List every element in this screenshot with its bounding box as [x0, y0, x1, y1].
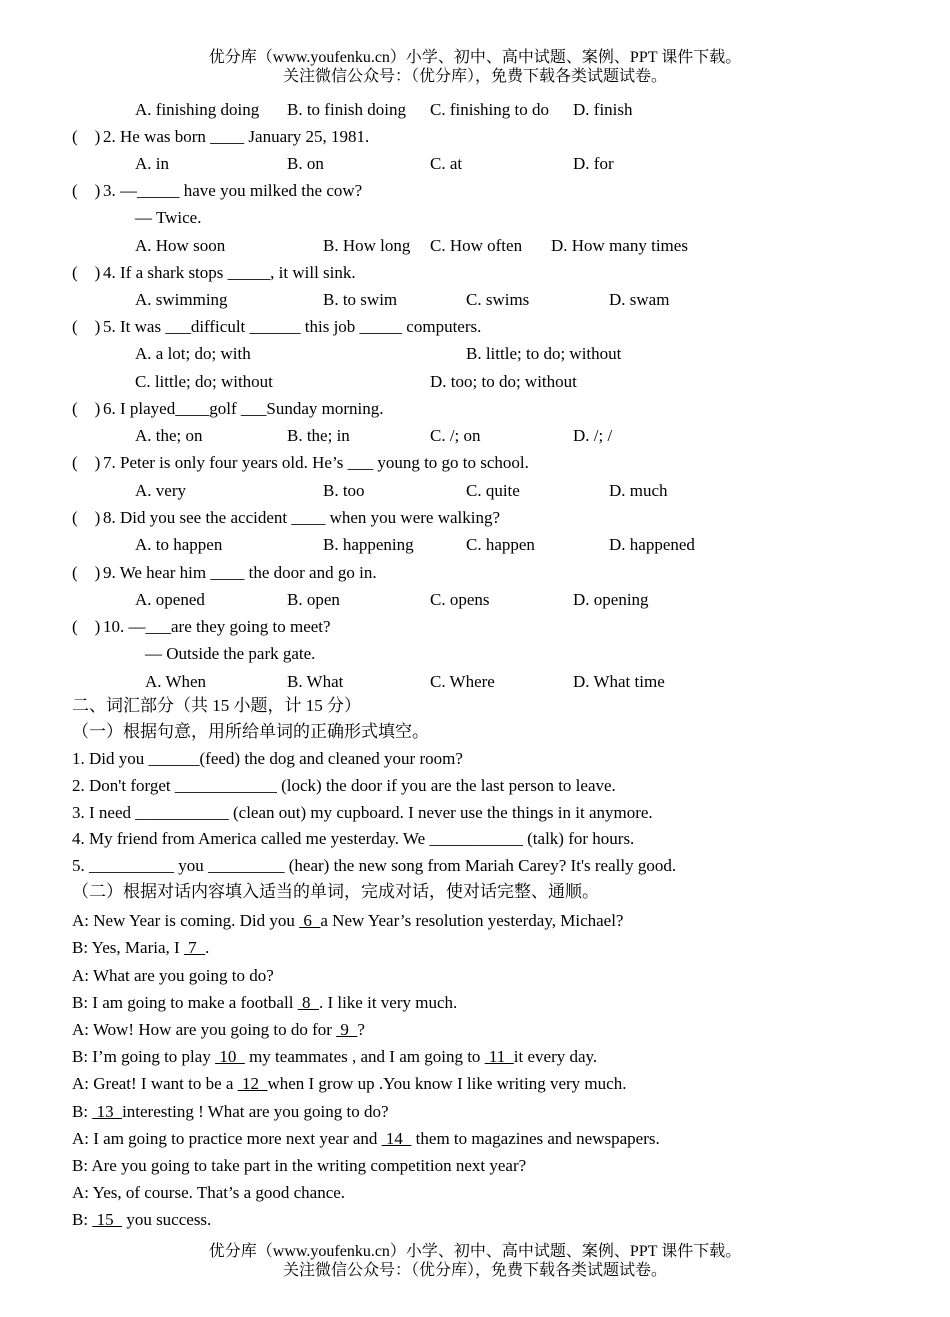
- dialog-line: [72, 1020, 365, 1040]
- q3-option-a: A. How soon: [135, 236, 226, 255]
- dialog-line: [72, 1156, 526, 1176]
- dialog-text: B: I am going to make a football: [72, 993, 298, 1012]
- q2-option-b: B. on: [287, 154, 324, 173]
- q3-option-d: D. How many times: [551, 236, 688, 255]
- dialog-text: you success.: [122, 1210, 212, 1229]
- q1-option-c: C. finishing to do: [430, 100, 550, 119]
- q7-stem: 7. Peter is only four years old. He’s ___ young to go to school.: [103, 453, 529, 472]
- fill-item-3: 3. I need ___________ (clean out) my cupboard. I never use the things in it anymore.: [72, 803, 653, 822]
- q2-stem: 2. He was born ____ January 25, 1981.: [103, 127, 370, 146]
- q9-option-c: C. opens: [430, 590, 490, 609]
- q8-option-b: B. happening: [323, 535, 414, 554]
- q6-option-d: D. /; /: [573, 426, 613, 445]
- dialog-text: A: Yes, of course. That’s a good chance.: [72, 1183, 346, 1202]
- dialog-line: [72, 1183, 345, 1203]
- q8-option-a: A. to happen: [135, 535, 223, 554]
- q3-reply: — Twice.: [135, 208, 202, 227]
- q9-answer-slot: ( ): [72, 563, 101, 582]
- dialog-blank-9: 9: [336, 1020, 358, 1039]
- dialog-text: my teammates , and I am going to: [244, 1047, 485, 1066]
- dialog-line: [72, 1047, 597, 1067]
- q7-option-d: D. much: [609, 481, 668, 500]
- q1-option-b: B. to finish doing: [287, 100, 407, 119]
- part-1-title: （一）根据句意，用所给单词的正确形式填空。: [72, 722, 429, 741]
- fill-item-1: 1. Did you ______(feed) the dog and cleaned your room?: [72, 749, 463, 768]
- dialog-text: . I like it very much.: [318, 993, 458, 1012]
- q1-option-a: A. finishing doing: [135, 100, 260, 119]
- q5-option-c: C. little; do; without: [135, 372, 273, 391]
- q6-answer-slot: ( ): [72, 399, 101, 418]
- dialog-line: [72, 1074, 626, 1094]
- fill-item-4: 4. My friend from America called me yesterday. We ___________ (talk) for hours.: [72, 829, 635, 848]
- q7-answer-slot: ( ): [72, 453, 101, 472]
- q5-option-d: D. too; to do; without: [430, 372, 577, 391]
- dialog-text: A: Wow! How are you going to do for: [72, 1020, 337, 1039]
- q5-option-b: B. little; to do; without: [466, 344, 622, 363]
- dialog-line: [72, 938, 209, 958]
- q9-stem: 9. We hear him ____ the door and go in.: [103, 563, 377, 582]
- q8-answer-slot: ( ): [72, 508, 101, 527]
- dialog-text: B: Are you going to take part in the writing competition next year?: [72, 1156, 527, 1175]
- q5-option-a: A. a lot; do; with: [135, 344, 251, 363]
- page-footer: [0, 1242, 950, 1280]
- dialog-blank-13: 13: [92, 1102, 123, 1121]
- q10-answer-slot: ( ): [72, 617, 101, 636]
- q10-option-d: D. What time: [573, 672, 665, 691]
- fill-item-2: 2. Don't forget ____________ (lock) the door if you are the last person to leave.: [72, 776, 616, 795]
- dialog-line: [72, 966, 274, 986]
- dialog-text: B: I’m going to play: [72, 1047, 216, 1066]
- dialog-line: [72, 1102, 388, 1122]
- q6-stem: 6. I played____golf ___Sunday morning.: [103, 399, 384, 418]
- q9-option-a: A. opened: [135, 590, 205, 609]
- q5-answer-slot: ( ): [72, 317, 101, 336]
- dialog-text: A: New Year is coming. Did you: [72, 911, 300, 930]
- dialog-text: a New Year’s resolution yesterday, Michael?: [320, 911, 624, 930]
- q3-option-c: C. How often: [430, 236, 523, 255]
- q10-reply: — Outside the park gate.: [145, 644, 316, 663]
- q10-option-a: A. When: [145, 672, 207, 691]
- q2-option-c: C. at: [430, 154, 463, 173]
- part-2-title: （二）根据对话内容填入适当的单词，完成对话，使对话完整、通顺。: [72, 882, 599, 901]
- dialog-blank-15: 15: [92, 1210, 123, 1229]
- q9-option-d: D. opening: [573, 590, 649, 609]
- header-line-1: 优分库（www.youfenku.cn）小学、初中、高中试题、案例、PPT 课件下载。: [208, 49, 742, 66]
- section-2-title: 二、词汇部分（共 15 小题，计 15 分）: [72, 696, 361, 715]
- dialog-text: A: Great! I want to be a: [72, 1074, 238, 1093]
- q6-option-a: A. the; on: [135, 426, 203, 445]
- q3-option-b: B. How long: [323, 236, 411, 255]
- q8-option-c: C. happen: [466, 535, 535, 554]
- dialog-text: A: What are you going to do?: [72, 966, 274, 985]
- q4-answer-slot: ( ): [72, 263, 101, 282]
- dialog-text: A: I am going to practice more next year and: [72, 1129, 382, 1148]
- q7-option-a: A. very: [135, 481, 186, 500]
- q6-option-c: C. /; on: [430, 426, 481, 445]
- q2-option-d: D. for: [573, 154, 614, 173]
- q4-option-b: B. to swim: [323, 290, 398, 309]
- dialog-text: .: [205, 938, 210, 957]
- dialog-text: them to magazines and newspapers.: [411, 1129, 660, 1148]
- fill-item-5: 5. __________ you _________ (hear) the new song from Mariah Carey? It's really good.: [72, 856, 677, 875]
- dialog-text: it every day.: [513, 1047, 598, 1066]
- q4-option-c: C. swims: [466, 290, 530, 309]
- q7-option-b: B. too: [323, 481, 365, 500]
- header-line-2: 关注微信公众号：（优分库），免费下载各类试题试卷。: [282, 68, 667, 85]
- q6-option-b: B. the; in: [287, 426, 350, 445]
- footer-line-2: 关注微信公众号：（优分库），免费下载各类试题试卷。: [282, 1262, 667, 1279]
- q3-stem: 3. —_____ have you milked the cow?: [103, 181, 363, 200]
- dialog-blank-11: 11: [484, 1047, 514, 1066]
- footer-line-1: 优分库（www.youfenku.cn）小学、初中、高中试题、案例、PPT 课件下载。: [208, 1243, 742, 1260]
- dialog-text: B: Yes, Maria, I: [72, 938, 184, 957]
- dialog-text: interesting ! What are you going to do?: [122, 1102, 389, 1121]
- dialog-blank-12: 12: [237, 1074, 268, 1093]
- q10-stem: 10. —___are they going to meet?: [103, 617, 331, 636]
- dialog-text: B:: [72, 1102, 93, 1121]
- q7-option-c: C. quite: [466, 481, 520, 500]
- dialog-line: [72, 1129, 660, 1149]
- q4-option-d: D. swam: [609, 290, 670, 309]
- dialog-blank-7: 7: [183, 938, 206, 957]
- dialog-blank-10: 10: [215, 1047, 245, 1066]
- q2-answer-slot: ( ): [72, 127, 101, 146]
- dialog-text: when I grow up .You know I like writing very much.: [267, 1074, 627, 1093]
- q9-option-b: B. open: [287, 590, 340, 609]
- dialog-line: [72, 993, 457, 1013]
- q10-option-b: B. What: [287, 672, 344, 691]
- dialog-blank-6: 6: [299, 911, 321, 930]
- q4-stem: 4. If a shark stops _____, it will sink.: [103, 263, 356, 282]
- q8-stem: 8. Did you see the accident ____ when you were walking?: [103, 508, 501, 527]
- dialog-line: [72, 911, 623, 931]
- dialog-blank-8: 8: [297, 993, 319, 1012]
- q5-stem: 5. It was ___difficult ______ this job _____ computers.: [103, 317, 482, 336]
- dialog-text: B:: [72, 1210, 93, 1229]
- q1-option-d: D. finish: [573, 100, 633, 119]
- q10-option-c: C. Where: [430, 672, 495, 691]
- dialog-line: [72, 1210, 211, 1230]
- q2-option-a: A. in: [135, 154, 169, 173]
- q4-option-a: A. swimming: [135, 290, 228, 309]
- page-header: [0, 48, 950, 86]
- dialog-text: ?: [357, 1020, 365, 1039]
- dialog-blank-14: 14: [381, 1129, 412, 1148]
- q3-answer-slot: ( ): [72, 181, 101, 200]
- q8-option-d: D. happened: [609, 535, 695, 554]
